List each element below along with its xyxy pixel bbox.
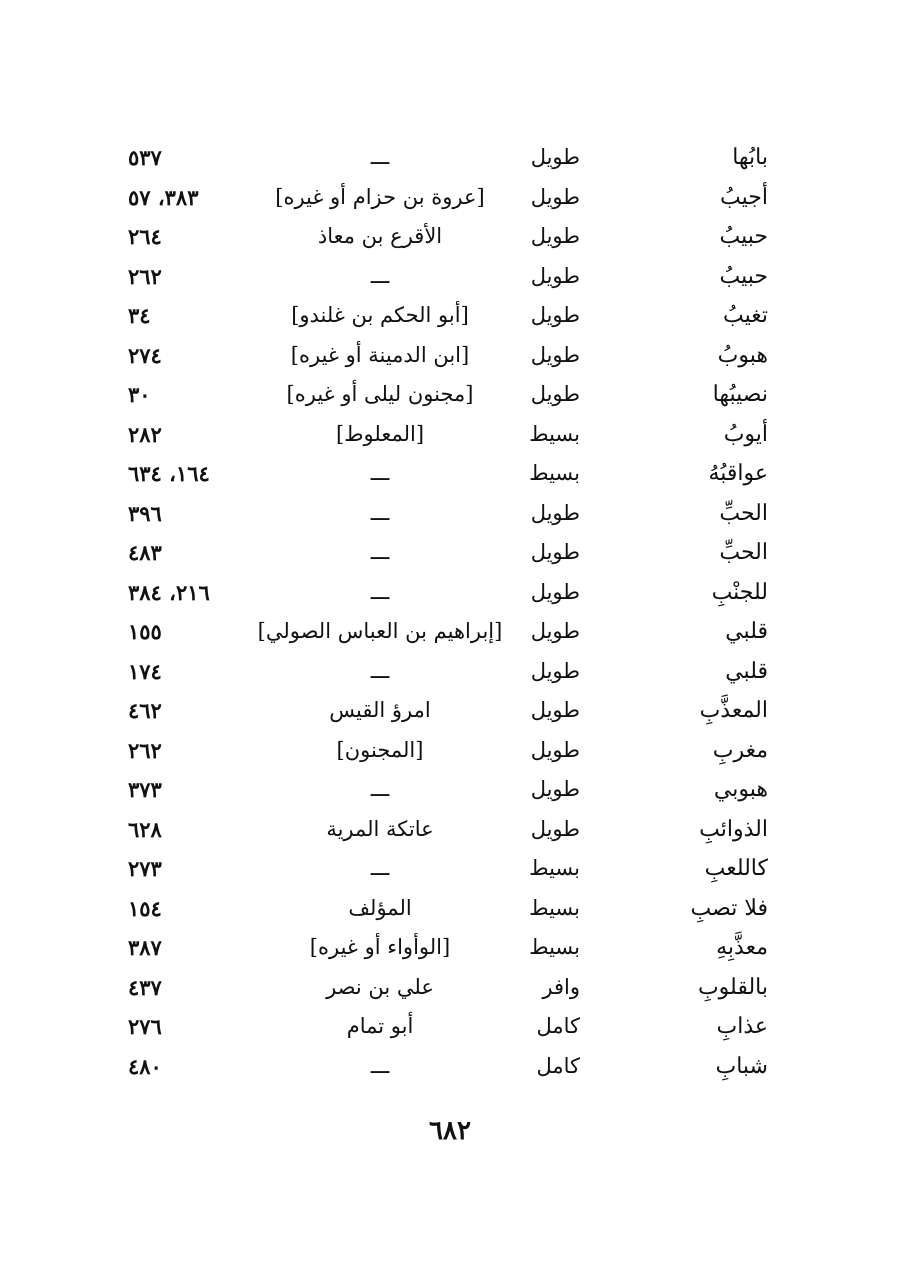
table-row: [0, 770, 900, 810]
table-row: [0, 1007, 900, 1047]
page-refs: ٣٧٣: [128, 777, 162, 802]
meter-name: طويل: [530, 619, 580, 643]
rhyme-word: المعذَّبِ: [699, 698, 768, 723]
page-refs: ٣٤: [128, 303, 151, 328]
poet-name: علي بن نصر: [326, 974, 434, 999]
table-row: [0, 336, 900, 376]
page-refs: ٤٦٢: [128, 698, 162, 723]
rhyme-word: بالقلوبِ: [697, 974, 768, 1000]
table-row: [0, 573, 900, 613]
table-row: [0, 415, 900, 455]
poet-name: [أبو الحكم بن غلندو]: [291, 303, 469, 327]
poet-name: [المجنون]: [336, 737, 424, 762]
rhyme-word: هبوبُ: [717, 342, 768, 368]
poet-name: [الوأواء أو غيره]: [309, 935, 451, 959]
meter-name: طويل: [530, 303, 580, 327]
meter-name: بسيط: [529, 856, 580, 880]
page-refs: ٢٧٦: [128, 1014, 162, 1039]
poet-name: ـــ: [370, 145, 390, 169]
page-refs: ١٦٤، ٦٣٤: [128, 461, 210, 486]
page-number: ٦٨٢: [429, 1116, 471, 1146]
page-refs: ٤٨٣: [128, 540, 162, 565]
page-refs: ٣٩٦: [128, 500, 162, 526]
meter-name: طويل: [530, 342, 580, 367]
poet-name: عاتكة المرية: [326, 816, 434, 841]
page-refs: ٤٨٠: [128, 1053, 162, 1079]
poet-name: ـــ: [370, 500, 390, 525]
table-row: [0, 375, 900, 415]
rhyme-word: عذابِ: [716, 1014, 768, 1039]
poet-name: ـــ: [370, 856, 390, 880]
rhyme-word: هبوبي: [713, 777, 768, 802]
table-row: [0, 494, 900, 534]
rhyme-word: أجيبُ: [720, 184, 768, 210]
rhyme-word: فلا تصبِ: [690, 895, 768, 921]
poet-name: ـــ: [370, 263, 390, 288]
poet-name: [عروة بن حزام أو غيره]: [275, 184, 485, 209]
rhyme-word: تغيبُ: [723, 303, 768, 328]
page-refs: ٢٨٢: [128, 421, 162, 447]
table-row: [0, 810, 900, 850]
meter-name: طويل: [530, 777, 580, 801]
table-row: [0, 217, 900, 257]
table-row: [0, 652, 900, 692]
rhyme-word: الحبِّ: [719, 540, 768, 565]
meter-name: طويل: [530, 382, 580, 406]
page-refs: ٣٨٣، ٥٧: [128, 184, 199, 210]
rhyme-word: الحبِّ: [719, 500, 768, 526]
table-row: [0, 296, 900, 336]
meter-name: طويل: [530, 540, 580, 564]
poet-name: ـــ: [370, 540, 390, 564]
table-row: [0, 178, 900, 218]
meter-name: بسيط: [529, 895, 580, 920]
meter-name: بسيط: [529, 461, 580, 485]
rhyme-index-table: [0, 138, 900, 1083]
meter-name: طويل: [530, 737, 580, 762]
meter-name: طويل: [530, 579, 580, 604]
poet-name: [إبراهيم بن العباس الصولي]: [257, 619, 503, 643]
meter-name: بسيط: [529, 935, 580, 959]
page-refs: ٢٧٤: [128, 342, 162, 368]
page-refs: ٢١٦، ٣٨٤: [128, 579, 210, 605]
table-row: [0, 849, 900, 889]
poet-name: [مجنون ليلى أو غيره]: [286, 382, 474, 406]
rhyme-word: مغربِ: [712, 737, 768, 763]
rhyme-word: قلبي: [725, 619, 768, 644]
meter-name: طويل: [530, 145, 580, 169]
poet-name: الأقرع بن معاذ: [317, 224, 443, 248]
meter-name: بسيط: [529, 421, 580, 446]
page-refs: ٣٨٧: [128, 935, 162, 960]
meter-name: كامل: [536, 1014, 580, 1038]
poet-name: ـــ: [370, 579, 390, 604]
table-row: [0, 691, 900, 731]
table-row: [0, 1047, 900, 1087]
page-refs: ٤٣٧: [128, 974, 162, 1000]
page-refs: ١٥٥: [128, 619, 162, 644]
table-row: [0, 928, 900, 968]
page-refs: ٢٧٣: [128, 856, 162, 881]
meter-name: طويل: [530, 658, 580, 683]
page-refs: ٦٢٨: [128, 816, 162, 842]
meter-name: وافر: [542, 974, 580, 999]
meter-name: طويل: [530, 263, 580, 288]
rhyme-word: للجنْبِ: [711, 579, 768, 605]
poet-name: ـــ: [370, 777, 390, 801]
poet-name: [ابن الدمينة أو غيره]: [290, 342, 470, 367]
poet-name: امرؤ القيس: [329, 698, 431, 722]
table-row: [0, 889, 900, 929]
rhyme-word: أيوبُ: [723, 421, 768, 447]
page-refs: ٣٠: [128, 382, 151, 407]
rhyme-word: قلبي: [725, 658, 768, 684]
page-refs: ٢٦٢: [128, 263, 162, 289]
page-refs: ٥٣٧: [128, 145, 162, 170]
rhyme-word: شبابِ: [715, 1053, 768, 1079]
table-row: [0, 454, 900, 494]
table-row: [0, 731, 900, 771]
table-row: [0, 612, 900, 652]
meter-name: طويل: [530, 816, 580, 841]
page-refs: ٢٦٢: [128, 737, 162, 763]
poet-name: ـــ: [370, 658, 390, 683]
table-row: [0, 138, 900, 178]
poet-name: المؤلف: [348, 895, 412, 920]
rhyme-word: عواقبُهُ: [708, 461, 768, 486]
table-row: [0, 257, 900, 297]
poet-name: ـــ: [370, 1053, 390, 1078]
rhyme-word: كاللعبِ: [704, 856, 768, 881]
meter-name: طويل: [530, 500, 580, 525]
rhyme-word: حبيبُ: [719, 263, 768, 289]
rhyme-word: نصيبُها: [712, 382, 768, 407]
page-refs: ٢٦٤: [128, 224, 162, 249]
meter-name: طويل: [530, 184, 580, 209]
rhyme-word: بابُها: [732, 145, 768, 170]
table-row: [0, 968, 900, 1008]
poet-name: أبو تمام: [346, 1014, 414, 1038]
page-refs: ١٧٤: [128, 658, 162, 684]
meter-name: طويل: [530, 224, 580, 248]
meter-name: طويل: [530, 698, 580, 722]
poet-name: [المعلوط]: [335, 421, 425, 446]
poet-name: ـــ: [370, 461, 390, 485]
table-row: [0, 533, 900, 573]
rhyme-word: حبيبُ: [719, 224, 768, 249]
page-refs: ١٥٤: [128, 895, 162, 921]
meter-name: كامل: [536, 1053, 580, 1078]
rhyme-word: معذَّبِهِ: [716, 935, 768, 960]
rhyme-word: الذوائبِ: [699, 816, 768, 842]
